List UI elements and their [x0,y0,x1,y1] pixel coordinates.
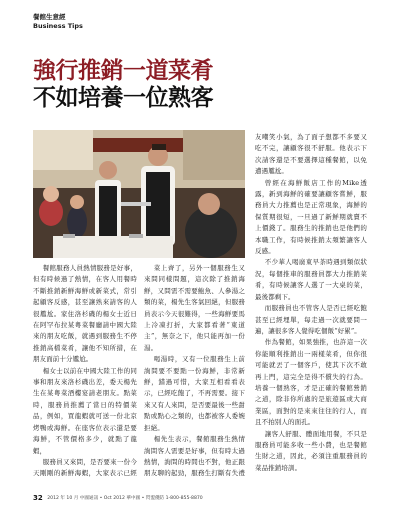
paragraph: 作為餐館，如果強推，也許這一次你能順利推銷出一兩樣菜肴，但你很可能就丟了一個客戶，使其下次不敢再上門，這完全是得不償失的行為。培養一個熟客，才是正確的餐館營銷之道，除非你所處的是旅遊區或大商業區，面對的是來來往往的行人，而且不拍別人的面孔。 [255,338,367,427]
paragraph: 楊先生表示，餐館服務生熱情詢問客人需要是好事，但有時太過熱情，詢問的時間也不對，他正跟朋友聊的起勁，服務生打斷有失禮 [144,435,245,478]
restaurant-photo [33,130,245,258]
paragraph: 曾經在海鮮飯店工作的Mike透露，新到海鮮的確要讓顧客嘗鮮，服務員大力推薦也是正常現象，海鮮的保質期很短，一旦過了新鮮期就賣不上價錢了。服務生的推銷也是他們的本職工作，有時候推銷太頻繁讓客人反感。 [255,178,367,256]
paragraph-continued: 友嘲笑小氣，為了面子想都不多要又吃不完，讓顧客很不舒服。他表示下次請客還是不要選擇這種餐館，以免遭遇尷尬。 [255,133,367,176]
page-footer [33,494,203,502]
headline-line-1: 強行推銷一道菜肴 [33,57,213,84]
page-number: 32 [33,494,43,502]
paragraph: 而服務員也不管客人是否已經吃飽甚至已經埋單，每走過一次就要問一遍，讓很多客人覺得吃個飯“好累”。 [255,304,367,335]
article-column-3 [255,132,367,478]
paragraph: 菜上齊了，另外一個服務生又來問同樣問題，這次除了推銷海鮮，又問需不需要鮑魚、人參湯之類的菜，楊先生客氣回絕，但服務員表示今天很難得，一些海鮮要馬上冷凍打折，大家都看著“東道主”，無奈之下，他只能再加一份湯。 [144,264,245,352]
paragraph: 喝湯時，又有一位服務生上前詢問要不要點一份海鮮，非常新鮮，錯過可惜，大家互相看看表示，已經吃飽了，不再需要。接下來又有人來問，是否要最後一些甜點或點心之類的，也都被客人委婉拒絕。 [144,355,245,432]
section-title-zh: 餐館生意經 [33,13,66,21]
restaurant-photo-illustration [33,130,245,258]
paragraph: 服務員又來問，是否要來一份今天剛剛的新鮮海蝦，大家表示已經 [33,457,137,478]
paragraph: 讓客人舒服、體面地用餐，不只是服務員可能多收一些小費，也是餐館生財之道，因此，必須注重服務員的菜品推銷培訓。 [255,429,367,472]
paragraph: 楊女士以前在中國大陸工作的同事和朋友來洛杉磯出差，委天楊先生在某粵菜酒樓宴請老朋友。點菜時，服務員推薦了當日的特價菜品，例如，買龍蝦就可送一份北京烤鴨或海鮮。在座客位表示還是要海鮮，不管價格多少，就點了龍蝦， [33,366,137,455]
headline-line-2: 不如培養一位熟客 [33,84,213,111]
section-title-en: Business Tips [33,22,83,30]
paragraph: 不少華人喝廣東早茶時遇到類似狀況，每個推車的服務員都大力推銷菜肴，有時候讓客人選了一大桌的菜，最後都剩下。 [255,258,367,301]
section-header [33,13,83,30]
article-column-2 [144,263,245,478]
footer-text: 2012 年 10 月 中國通訊 • Oct 2012 華中國 • 閃盟優防 1-800-855-8870 [47,496,203,501]
article-column-1 [33,263,137,478]
article-headline [33,57,213,111]
paragraph: 餐館服務人員熱情服務是好事，但有時候過了熱情，在客人用餐時不斷推銷新鮮海鮮或新菜式，常引起顧客反感，甚至讓熟來請客的人很尷尬。家住洛杉磯的楊女士近日在阿罕布拉某粵菜餐廳請中國大陸來的朋友吃飯，就遇到服務生不停推銷高檔菜肴，讓他不知所措，在朋友面前十分尷尬。 [33,264,137,364]
